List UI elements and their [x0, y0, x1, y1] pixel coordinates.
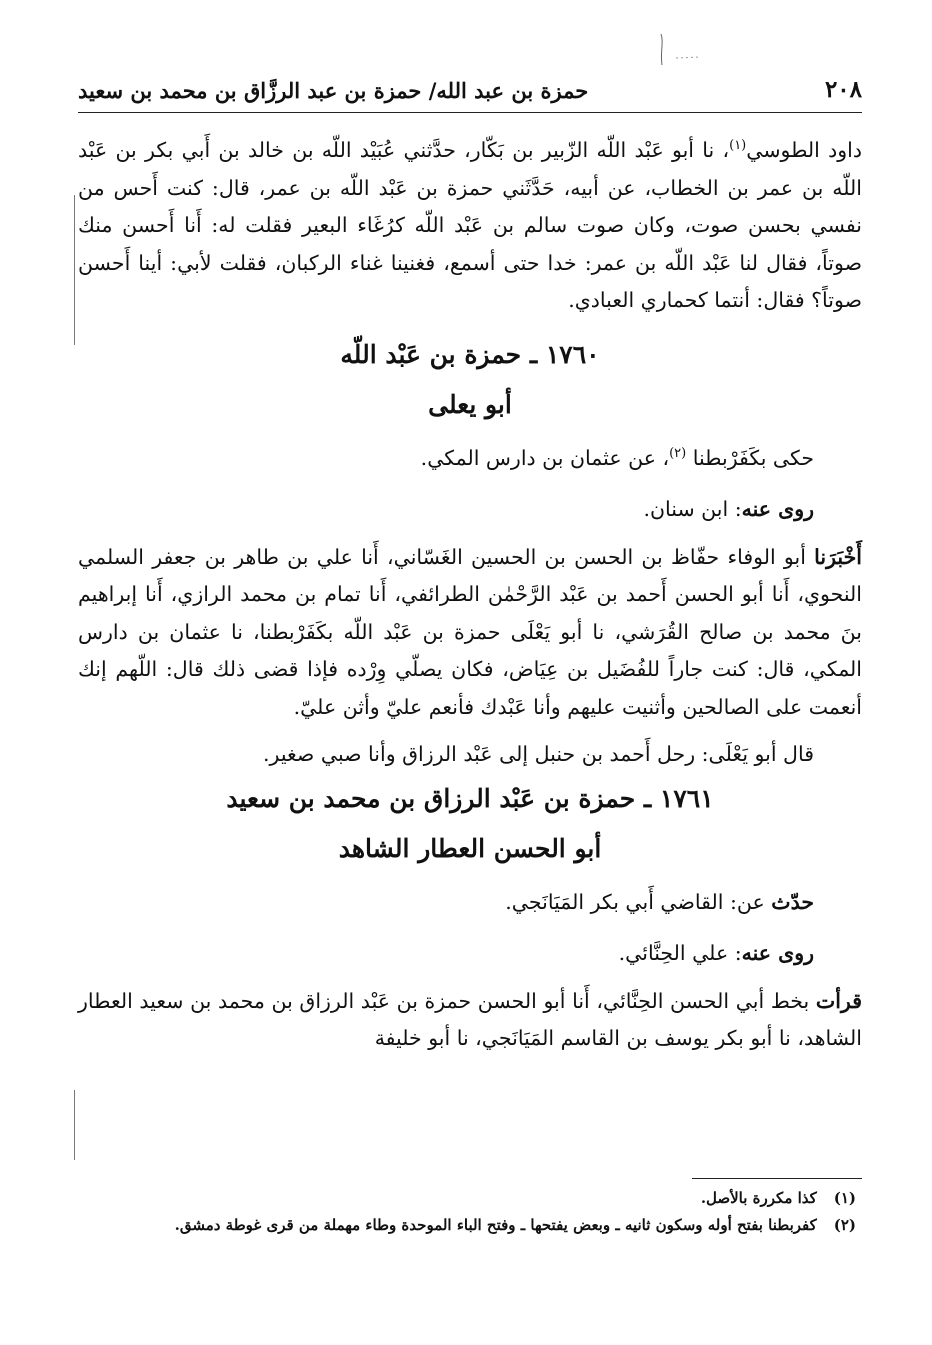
footnote-text-2: كفربطنا بفتح أوله وسكون ثانيه ـ وبعض يفتحها ـ وفتح الباء الموحدة وطاء مهملة من قرى غوطة دمشق.	[174, 1216, 817, 1234]
pen-mark-scribble	[652, 30, 722, 70]
footnote-ref-2: (٢)	[669, 445, 687, 461]
akhbarana-label: أَخْبَرَنا	[814, 544, 862, 569]
rawa-line-1760	[78, 491, 862, 529]
footnote-number-1: (١)	[833, 1189, 856, 1207]
footnote-ref-1: (١)	[729, 138, 747, 154]
akhbarana-text: أبو الوفاء حفّاظ بن الحسن بن الحسين الغَسّاني، أَنا علي بن طاهر بن جعفر السلمي النحوي، أَنا أبو الحسن أَحمد بن عَبْد الرَّحْمٰن الطرائفي، أَنا تمام بن محمد الرازي، أَنا إبراهيم بنَ محمد بن صالح القُرَشي، نا أبو يَعْلَى حمزة بن عَبْد اللّه بكَفَرْبطنا، نا عثمان بن دارس المكي، قال: كنت جاراً للفُضَيل بن عِيَاض، فكان يصلّي وِرْده فإذا قضى ذلك قال: اللّهم إنك أنعمت على الصالحين وأثنيت عليهم وأنا عَبْدك فأنعم عليّ وأثن عليّ.	[78, 544, 862, 719]
qaratu-text: بخط أبي الحسن الحِنَّائي، أَنا أبو الحسن حمزة بن عَبْد الرزاق بن محمد بن سعيد العطار الشاهد، نا أبو بكر يوسف بن القاسم المَيَانَجي، نا أبو خليفة	[78, 988, 862, 1050]
rawa-label-1760: روى عنه	[741, 497, 814, 521]
qaratu-paragraph	[78, 983, 862, 1058]
footnote-divider	[692, 1178, 862, 1179]
footnote-text-1: كذا مكررة بالأصل.	[700, 1189, 817, 1207]
haka-line	[78, 440, 862, 478]
haddatha-label: حدّث	[771, 889, 814, 914]
rawa-line-1761	[78, 935, 862, 973]
running-title: حمزة بن عبد الله/ حمزة بن عبد الرزَّاق بن محمد بن سعيد	[78, 78, 589, 103]
main-text	[78, 132, 862, 1058]
qala-line: قال أبو يَعْلَى: رحل أَحمد بن حنبل إلى عَبْد الرزاق وأنا صبي صغير.	[263, 742, 814, 766]
haka-text: ، عن عثمان بن دارس المكي.	[420, 445, 670, 470]
footnotes	[82, 1185, 856, 1239]
entry-title-1760: ١٧٦٠ ـ حمزة بن عَبْد اللّه	[340, 339, 600, 369]
running-header	[78, 72, 862, 113]
intro-text: ، نا أبو عَبْد اللّه الزّبير بن بَكّار، حدَّثني عُبَيْد اللّه بن خالد بن أَبي بكر بن عَبْد اللّه بن عمر بن الخطاب، عن أبيه، حَدَّثَني حمزة بن عَبْد اللّه بن عمر، قال: كنت أَحس من نفسي بحسن صوت، وكان صوت سالم بن عَبْد اللّه كرُغَاء البعير فقلت له: أَنا أَحسن منك صوتاً، فقال لنا عَبْد اللّه بن عمر: خدا حتى أسمع، فغنينا غناء الركبان، فقلت لأبي: أينا أَحسن صوتاً؟ فقال: أنتما كحماري العبادي.	[78, 138, 862, 312]
entry-title-1761: ١٧٦١ ـ حمزة بن عَبْد الرزاق بن محمد بن سعيد	[226, 783, 714, 813]
entry-kunya-1761: أبو الحسن العطار الشاهد	[338, 833, 602, 863]
akhbarana-paragraph	[78, 539, 862, 727]
page-number: ٢٠٨	[824, 76, 862, 103]
intro-paragraph	[78, 132, 862, 320]
footnote-number-2: (٢)	[833, 1216, 856, 1234]
footnote-2	[82, 1212, 856, 1239]
entry-kunya-1760: أبو يعلى	[428, 389, 512, 419]
intro-lead: داود الطوسي	[746, 138, 862, 162]
rawa-text-1761: : علي الحِنَّائي.	[618, 941, 742, 965]
margin-mark-top	[74, 195, 75, 345]
haddatha-line	[78, 884, 862, 922]
haka-lead: حكى بكَفَرْبطنا	[692, 445, 814, 470]
margin-mark-bottom	[74, 1090, 75, 1160]
rawa-text-1760: : ابن سنان.	[643, 497, 742, 521]
rawa-label-1761: روى عنه	[741, 941, 814, 965]
haddatha-text: عن: القاضي أَبي بكر المَيَانَجي.	[505, 889, 765, 914]
qaratu-label: قرأت	[815, 988, 862, 1013]
footnote-1	[82, 1185, 856, 1212]
